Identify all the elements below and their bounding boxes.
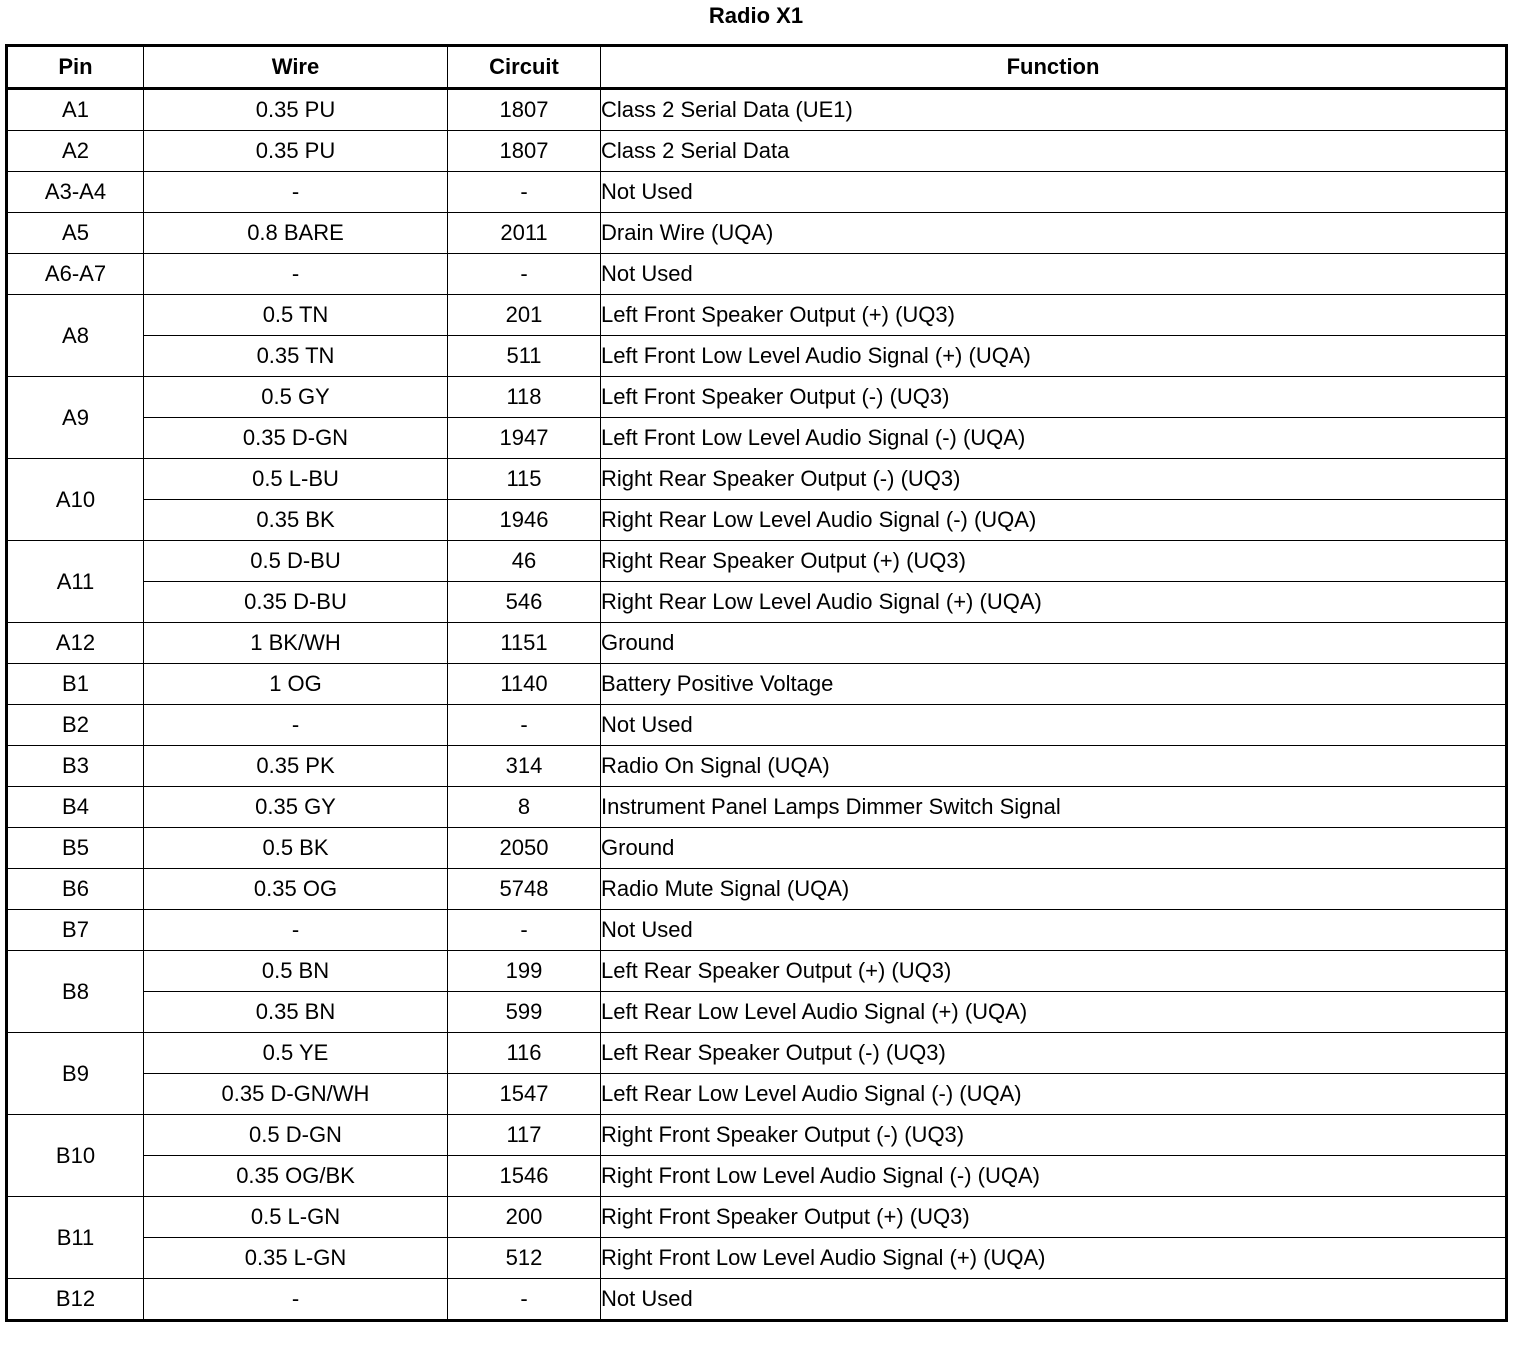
table-row — [7, 295, 1507, 336]
wire-cell: - — [144, 705, 448, 746]
pin-cell: A5 — [7, 213, 144, 254]
circuit-cell: 1946 — [448, 500, 601, 541]
wire-cell: - — [144, 172, 448, 213]
pin-cell: B1 — [7, 664, 144, 705]
circuit-cell: - — [448, 254, 601, 295]
circuit-cell: 512 — [448, 1238, 601, 1279]
circuit-cell: 1151 — [448, 623, 601, 664]
circuit-cell: 314 — [448, 746, 601, 787]
table-row — [7, 213, 1507, 254]
function-cell: Right Front Speaker Output (-) (UQ3) — [601, 1115, 1507, 1156]
circuit-cell: 5748 — [448, 869, 601, 910]
function-cell: Left Front Speaker Output (+) (UQ3) — [601, 295, 1507, 336]
wire-cell: 1 BK/WH — [144, 623, 448, 664]
circuit-cell: 116 — [448, 1033, 601, 1074]
circuit-cell: 115 — [448, 459, 601, 500]
pin-cell: B10 — [7, 1115, 144, 1197]
circuit-cell: 199 — [448, 951, 601, 992]
function-cell: Left Front Speaker Output (-) (UQ3) — [601, 377, 1507, 418]
pin-cell: B7 — [7, 910, 144, 951]
header-row — [7, 46, 1507, 89]
circuit-cell: 511 — [448, 336, 601, 377]
wire-cell: - — [144, 910, 448, 951]
table-row — [7, 254, 1507, 295]
circuit-cell: 118 — [448, 377, 601, 418]
pin-cell: B8 — [7, 951, 144, 1033]
pin-cell: A10 — [7, 459, 144, 541]
pin-cell: B9 — [7, 1033, 144, 1115]
circuit-cell: 46 — [448, 541, 601, 582]
function-cell: Class 2 Serial Data — [601, 131, 1507, 172]
function-cell: Left Rear Low Level Audio Signal (-) (UQA) — [601, 1074, 1507, 1115]
pin-column-header: Pin — [7, 46, 144, 89]
wire-cell: 0.35 OG — [144, 869, 448, 910]
circuit-cell: 8 — [448, 787, 601, 828]
circuit-cell: 1546 — [448, 1156, 601, 1197]
pin-cell: B5 — [7, 828, 144, 869]
table-row — [7, 746, 1507, 787]
table-row — [7, 500, 1507, 541]
table-row — [7, 172, 1507, 213]
table-row — [7, 541, 1507, 582]
page-title: Radio X1 — [708, 3, 804, 28]
wire-cell: 0.5 L-BU — [144, 459, 448, 500]
wire-cell: 0.5 D-BU — [144, 541, 448, 582]
wire-column-header: Wire — [144, 46, 448, 89]
table-row — [7, 89, 1507, 131]
wire-cell: 0.35 PK — [144, 746, 448, 787]
table-row — [7, 582, 1507, 623]
function-cell: Right Rear Low Level Audio Signal (+) (UQA) — [601, 582, 1507, 623]
pin-cell: A3-A4 — [7, 172, 144, 213]
wire-cell: 0.35 BN — [144, 992, 448, 1033]
wire-cell: 0.35 TN — [144, 336, 448, 377]
function-cell: Not Used — [601, 254, 1507, 295]
wire-cell: 0.35 PU — [144, 89, 448, 131]
pin-cell: A6-A7 — [7, 254, 144, 295]
wire-cell: 0.5 L-GN — [144, 1197, 448, 1238]
function-cell: Radio Mute Signal (UQA) — [601, 869, 1507, 910]
circuit-cell: - — [448, 172, 601, 213]
function-cell: Left Rear Speaker Output (-) (UQ3) — [601, 1033, 1507, 1074]
wire-cell: 0.35 D-GN/WH — [144, 1074, 448, 1115]
pin-cell: A9 — [7, 377, 144, 459]
table-row — [7, 623, 1507, 664]
table-row — [7, 869, 1507, 910]
circuit-cell: 1807 — [448, 89, 601, 131]
pin-cell: B3 — [7, 746, 144, 787]
function-cell: Right Rear Low Level Audio Signal (-) (UQA) — [601, 500, 1507, 541]
table-body — [7, 89, 1507, 1321]
function-cell: Not Used — [601, 705, 1507, 746]
function-cell: Class 2 Serial Data (UE1) — [601, 89, 1507, 131]
function-cell: Right Front Low Level Audio Signal (-) (UQA) — [601, 1156, 1507, 1197]
table-row — [7, 705, 1507, 746]
table-row — [7, 336, 1507, 377]
table-row — [7, 131, 1507, 172]
function-cell: Ground — [601, 828, 1507, 869]
wire-cell: 0.5 TN — [144, 295, 448, 336]
table-row — [7, 787, 1507, 828]
circuit-cell: - — [448, 910, 601, 951]
wire-cell: - — [144, 1279, 448, 1321]
table-row — [7, 951, 1507, 992]
circuit-cell: 1807 — [448, 131, 601, 172]
function-cell: Not Used — [601, 910, 1507, 951]
pin-cell: A1 — [7, 89, 144, 131]
function-column-header: Function — [601, 46, 1507, 89]
pin-cell: B11 — [7, 1197, 144, 1279]
pin-cell: B2 — [7, 705, 144, 746]
wire-cell: 0.5 BN — [144, 951, 448, 992]
table-row — [7, 1197, 1507, 1238]
table-row — [7, 1279, 1507, 1321]
pin-cell: A8 — [7, 295, 144, 377]
circuit-cell: 2050 — [448, 828, 601, 869]
pinout-table — [5, 44, 1508, 1322]
pin-cell: B4 — [7, 787, 144, 828]
function-cell: Right Front Low Level Audio Signal (+) (UQA) — [601, 1238, 1507, 1279]
wire-cell: 0.5 D-GN — [144, 1115, 448, 1156]
wire-cell: - — [144, 254, 448, 295]
wire-cell: 0.35 PU — [144, 131, 448, 172]
pin-cell: B6 — [7, 869, 144, 910]
function-cell: Right Front Speaker Output (+) (UQ3) — [601, 1197, 1507, 1238]
circuit-cell: 599 — [448, 992, 601, 1033]
circuit-cell: 117 — [448, 1115, 601, 1156]
table-row — [7, 1033, 1507, 1074]
function-cell: Ground — [601, 623, 1507, 664]
circuit-cell: - — [448, 1279, 601, 1321]
table-row — [7, 1074, 1507, 1115]
table-row — [7, 1156, 1507, 1197]
pin-cell: A12 — [7, 623, 144, 664]
table-row — [7, 992, 1507, 1033]
circuit-cell: 546 — [448, 582, 601, 623]
table-row — [7, 664, 1507, 705]
function-cell: Left Front Low Level Audio Signal (-) (UQA) — [601, 418, 1507, 459]
table-row — [7, 459, 1507, 500]
wire-cell: 0.35 BK — [144, 500, 448, 541]
function-cell: Not Used — [601, 172, 1507, 213]
table-row — [7, 418, 1507, 459]
circuit-cell: 2011 — [448, 213, 601, 254]
function-cell: Instrument Panel Lamps Dimmer Switch Signal — [601, 787, 1507, 828]
pin-cell: A2 — [7, 131, 144, 172]
function-cell: Left Rear Speaker Output (+) (UQ3) — [601, 951, 1507, 992]
wire-cell: 0.8 BARE — [144, 213, 448, 254]
pin-cell: B12 — [7, 1279, 144, 1321]
table-row — [7, 1115, 1507, 1156]
function-cell: Radio On Signal (UQA) — [601, 746, 1507, 787]
circuit-cell: 1140 — [448, 664, 601, 705]
circuit-cell: 1547 — [448, 1074, 601, 1115]
circuit-cell: 200 — [448, 1197, 601, 1238]
table-row — [7, 910, 1507, 951]
wire-cell: 0.35 OG/BK — [144, 1156, 448, 1197]
table-row — [7, 1238, 1507, 1279]
wire-cell: 0.35 GY — [144, 787, 448, 828]
wire-cell: 0.5 YE — [144, 1033, 448, 1074]
wire-cell: 0.35 D-BU — [144, 582, 448, 623]
function-cell: Drain Wire (UQA) — [601, 213, 1507, 254]
circuit-cell: - — [448, 705, 601, 746]
function-cell: Battery Positive Voltage — [601, 664, 1507, 705]
function-cell: Right Rear Speaker Output (+) (UQ3) — [601, 541, 1507, 582]
function-cell: Left Front Low Level Audio Signal (+) (UQA) — [601, 336, 1507, 377]
table-row — [7, 377, 1507, 418]
function-cell: Left Rear Low Level Audio Signal (+) (UQA) — [601, 992, 1507, 1033]
wire-cell: 1 OG — [144, 664, 448, 705]
circuit-cell: 1947 — [448, 418, 601, 459]
pin-cell: A11 — [7, 541, 144, 623]
function-cell: Not Used — [601, 1279, 1507, 1321]
wire-cell: 0.5 BK — [144, 828, 448, 869]
wire-cell: 0.35 D-GN — [144, 418, 448, 459]
function-cell: Right Rear Speaker Output (-) (UQ3) — [601, 459, 1507, 500]
circuit-cell: 201 — [448, 295, 601, 336]
wire-cell: 0.35 L-GN — [144, 1238, 448, 1279]
circuit-column-header: Circuit — [448, 46, 601, 89]
wire-cell: 0.5 GY — [144, 377, 448, 418]
table-row — [7, 828, 1507, 869]
